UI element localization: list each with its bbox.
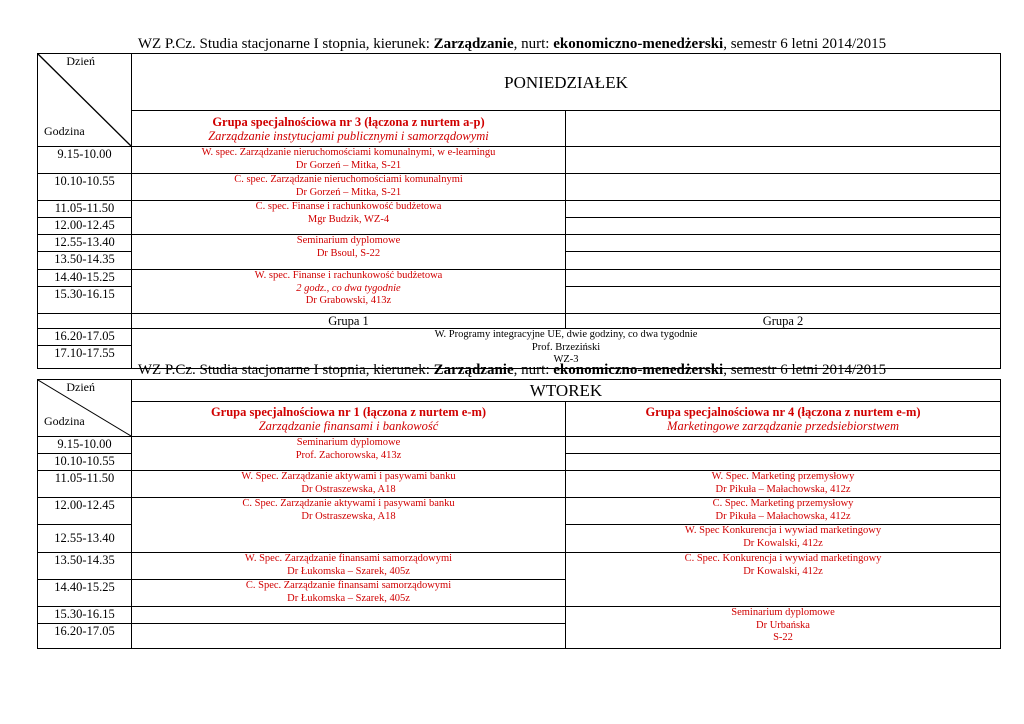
time-slot: 15.30-16.15 [38, 607, 132, 624]
empty-cell [566, 454, 1001, 471]
time-slot: 13.50-14.35 [38, 553, 132, 580]
group-header-4: Grupa specjalnościowa nr 4 (łączona z nurtem e-m) Marketingowe zarządzanie przedsiebiorstwem [566, 402, 1001, 437]
schedule-heading-monday: WZ P.Cz. Studia stacjonarne I stopnia, kierunek: Zarządzanie, nurt: ekonomiczno-menedżerski, semestr 6 letni 2014/2015 [137, 36, 887, 52]
time-slot: 14.40-15.25 [38, 270, 132, 287]
corner-cell [38, 54, 132, 147]
day-name-tuesday: WTOREK [132, 380, 1001, 402]
group-2-label: Grupa 2 [566, 314, 1001, 329]
event-cell: Ć. spec. Zarządzanie nieruchomościami komunalnymi Dr Gorzeń – Mitka, S-21 [132, 174, 566, 201]
event-cell: W. Spec Konkurencja i wywiad marketingowy Dr Kowalski, 412z [566, 525, 1001, 553]
event-cell: Seminarium dyplomowe Dr Bsoul, S-22 [132, 235, 566, 270]
time-slot: 15.30-16.15 [38, 287, 132, 314]
event-cell: Ć. Spec. Marketing przemysłowy Dr Pikuła – Małachowska, 412z [566, 498, 1001, 525]
event-cell: Seminarium dyplomowe Prof. Zachorowska, 413z [132, 437, 566, 471]
time-slot: 10.10-10.55 [38, 174, 132, 201]
group-header-3: Grupa specjalnościowa nr 3 (łączona z nurtem a-p) Zarządzanie instytucjami publicznymi i samorządowymi [132, 111, 566, 147]
empty-cell [132, 607, 566, 624]
empty-cell [566, 252, 1001, 270]
event-cell: Ć. Spec. Zarządzanie finansami samorządowymi Dr Łukomska – Szarek, 405z [132, 580, 566, 607]
schedule-heading-tuesday: WZ P.Cz. Studia stacjonarne I stopnia, kierunek: Zarządzanie, nurt: ekonomiczno-menedżerski, semestr 6 letni 2014/2015 [137, 362, 887, 378]
event-cell: Ć. Spec. Konkurencja i wywiad marketingowy Dr Kowalski, 412z [566, 553, 1001, 607]
time-slot: 10.10-10.55 [38, 454, 132, 471]
corner-cell [38, 380, 132, 437]
time-slot: 14.40-15.25 [38, 580, 132, 607]
event-cell: Ć. spec. Finanse i rachunkowość budżetowa Mgr Budzik, WZ-4 [132, 201, 566, 235]
monday-schedule-table [37, 53, 1001, 369]
empty-cell [132, 624, 566, 649]
empty-cell [566, 147, 1001, 174]
event-cell: W. Spec. Marketing przemysłowy Dr Pikuła – Małachowska, 412z [566, 471, 1001, 498]
group-header-1: Grupa specjalnościowa nr 1 (łączona z nurtem e-m) Zarządzanie finansami i bankowość [132, 402, 566, 437]
empty-cell [566, 201, 1001, 218]
time-slot: 11.05-11.50 [38, 471, 132, 498]
time-slot: 12.55-13.40 [38, 525, 132, 553]
empty-cell [566, 235, 1001, 252]
event-cell: W. spec. Finanse i rachunkowość budżetowa 2 godz., co dwa tygodnie Dr Grabowski, 413z [132, 270, 566, 314]
empty-cell [566, 174, 1001, 201]
empty-cell [566, 111, 1001, 147]
hour-label: Godzina [44, 124, 85, 138]
time-slot: 16.20-17.05 [38, 624, 132, 649]
common-event-cell: W. Programy integracyjne UE, dwie godziny, co dwa tygodnie Prof. Brzeziński WZ-3 [132, 329, 1001, 369]
empty-cell [566, 287, 1001, 314]
event-cell: Seminarium dyplomowe Dr Urbańska S-22 [566, 607, 1001, 649]
empty-cell [566, 270, 1001, 287]
event-cell: W. Spec. Zarządzanie finansami samorządowymi Dr Łukomska – Szarek, 405z [132, 553, 566, 580]
day-name-monday: PONIEDZIAŁEK [132, 54, 1001, 111]
time-slot: 16.20-17.05 [38, 329, 132, 346]
time-slot: 13.50-14.35 [38, 252, 132, 270]
day-label: Dzień [66, 380, 95, 394]
empty-cell [566, 218, 1001, 235]
day-label: Dzień [66, 54, 95, 68]
time-slot: 12.00-12.45 [38, 218, 132, 235]
tuesday-schedule-table [37, 379, 1001, 649]
hour-label: Godzina [44, 414, 85, 428]
time-slot: 9.15-10.00 [38, 437, 132, 454]
time-slot: 17.10-17.55 [38, 346, 132, 369]
time-slot: 12.00-12.45 [38, 498, 132, 525]
empty-cell [38, 314, 132, 329]
time-slot: 11.05-11.50 [38, 201, 132, 218]
time-slot: 9.15-10.00 [38, 147, 132, 174]
empty-cell [566, 437, 1001, 454]
group-1-label: Grupa 1 [132, 314, 566, 329]
event-cell: W. Spec. Zarządzanie aktywami i pasywami banku Dr Ostraszewska, A18 [132, 471, 566, 498]
event-cell: W. spec. Zarządzanie nieruchomościami komunalnymi, w e-learningu Dr Gorzeń – Mitka, S-21 [132, 147, 566, 174]
time-slot: 12.55-13.40 [38, 235, 132, 252]
event-cell: Ć. Spec. Zarządzanie aktywami i pasywami banku Dr Ostraszewska, A18 [132, 498, 566, 553]
